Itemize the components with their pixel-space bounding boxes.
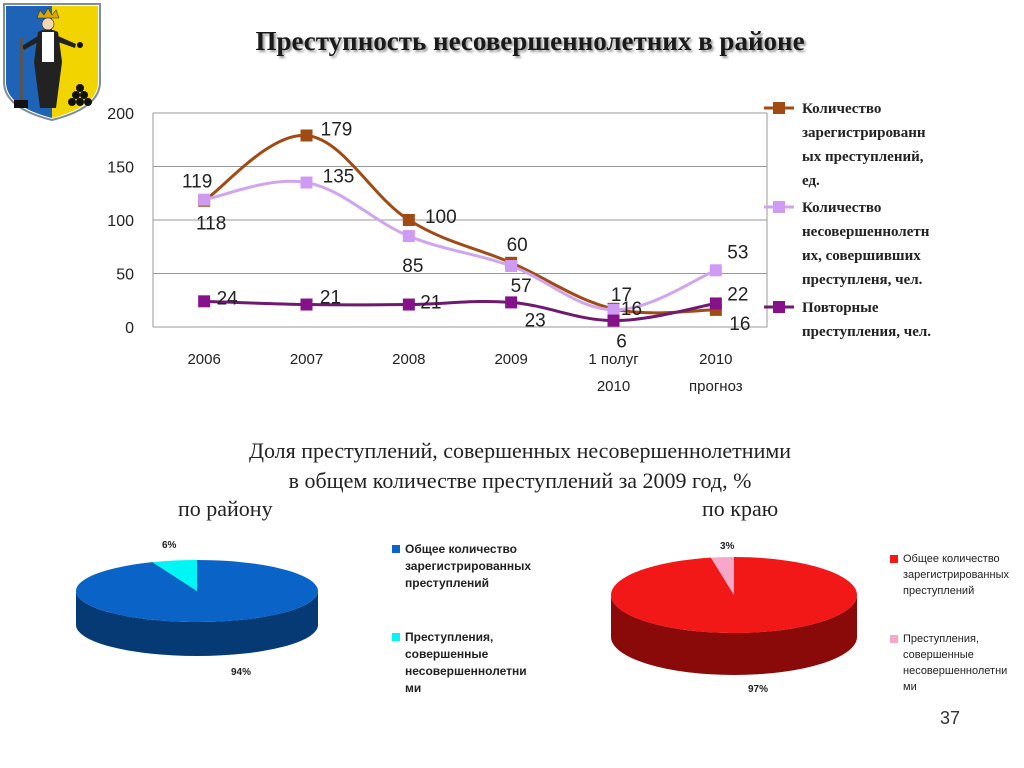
pie-legend-text: Общее количество bbox=[405, 542, 518, 556]
pie-legend-item bbox=[890, 551, 1009, 599]
data-label: 119 bbox=[182, 171, 213, 193]
pie-percent-label: 97% bbox=[748, 684, 769, 695]
y-tick-label: 200 bbox=[107, 106, 134, 123]
legend-text: ед. bbox=[802, 173, 820, 189]
pie-legend-item bbox=[392, 541, 531, 592]
data-label: 16 bbox=[729, 313, 751, 335]
data-label: 60 bbox=[506, 234, 528, 256]
data-label: 23 bbox=[524, 310, 546, 332]
data-label: 21 bbox=[319, 287, 342, 309]
x-tick-label: 2006 bbox=[187, 351, 221, 368]
y-tick-label: 0 bbox=[125, 320, 134, 337]
data-label: 179 bbox=[320, 119, 353, 141]
legend-text: зарегистрированн bbox=[802, 125, 926, 141]
pie-legend-text: зарегистрированных bbox=[405, 559, 532, 573]
pie-percent-label: 6% bbox=[162, 540, 177, 551]
pie-legend-text: несовершеннолетни bbox=[903, 665, 1008, 677]
slide-number: 37 bbox=[940, 708, 961, 728]
data-label: 100 bbox=[424, 207, 457, 228]
pie-legend-text: совершенные bbox=[903, 649, 974, 661]
data-label: 118 bbox=[196, 213, 227, 235]
share-title-line-2: в общем количестве преступлений за 2009 год, % bbox=[288, 468, 752, 493]
pie-legend-item bbox=[392, 629, 527, 697]
data-label: 22 bbox=[727, 284, 749, 306]
share-title-line-1: Доля преступлений, совершенных несовершеннолетними bbox=[248, 438, 792, 463]
data-label: 85 bbox=[402, 256, 424, 278]
legend-text: ых преступлений, bbox=[802, 149, 924, 165]
pie-legend-text: преступлений bbox=[903, 585, 975, 597]
data-label: 135 bbox=[322, 166, 355, 188]
x-tick-label: 1 полуг bbox=[588, 351, 639, 368]
x-tick-label: 2008 bbox=[392, 351, 426, 368]
data-label: 21 bbox=[420, 292, 442, 314]
legend-text: Количество bbox=[802, 200, 882, 216]
pie-legend-text: Преступления, bbox=[405, 630, 494, 644]
y-tick-label: 100 bbox=[107, 213, 134, 230]
pie-legend-text: Общее количество bbox=[903, 553, 1000, 565]
y-tick-label: 150 bbox=[107, 159, 134, 177]
pie-legend-text: преступлений bbox=[405, 576, 490, 590]
x-tick-label: 2009 bbox=[494, 351, 528, 368]
pie-legend-item bbox=[890, 631, 1007, 695]
legend-text: несовершеннолетн bbox=[802, 224, 930, 240]
legend-text: Повторные bbox=[802, 300, 879, 316]
data-label: 6 bbox=[616, 331, 627, 353]
pie-legend-swatch bbox=[890, 555, 898, 563]
pie-legend-text: несовершеннолетни bbox=[405, 664, 527, 678]
legend-text: преступления, чел. bbox=[802, 324, 932, 340]
pie-legend-swatch bbox=[392, 633, 400, 641]
legend-text: Количество bbox=[802, 101, 882, 117]
pie-legend-swatch bbox=[890, 635, 898, 643]
data-label: 24 bbox=[216, 288, 238, 310]
data-label: 57 bbox=[510, 276, 532, 298]
data-label: 16 bbox=[620, 298, 643, 320]
x-tick-label: 2010 bbox=[699, 351, 733, 368]
data-label: 17 bbox=[610, 284, 633, 306]
pie-legend-swatch bbox=[392, 545, 400, 553]
legend-text: преступленя, чел. bbox=[802, 272, 923, 288]
page-title: Преступность несовершеннолетних в районе bbox=[255, 26, 805, 56]
region-label: по району bbox=[178, 496, 273, 521]
krai-label: по краю bbox=[702, 496, 779, 521]
legend-text: их, совершивших bbox=[802, 248, 921, 264]
x-tick-label: 2010 bbox=[596, 378, 631, 395]
data-label: 53 bbox=[727, 242, 749, 264]
pie-legend-text: ми bbox=[903, 681, 917, 693]
pie-legend-text: зарегистрированных bbox=[903, 569, 1009, 581]
y-tick-label: 50 bbox=[116, 266, 134, 284]
pie-legend-text: ми bbox=[405, 681, 422, 695]
pie-legend-text: Преступления, bbox=[903, 633, 980, 645]
x-tick-label: 2007 bbox=[289, 351, 324, 368]
pie-legend-text: совершенные bbox=[405, 647, 489, 661]
pie-percent-label: 94% bbox=[231, 667, 252, 678]
pie-percent-label: 3% bbox=[720, 541, 735, 552]
x-tick-label: прогноз bbox=[689, 378, 743, 395]
